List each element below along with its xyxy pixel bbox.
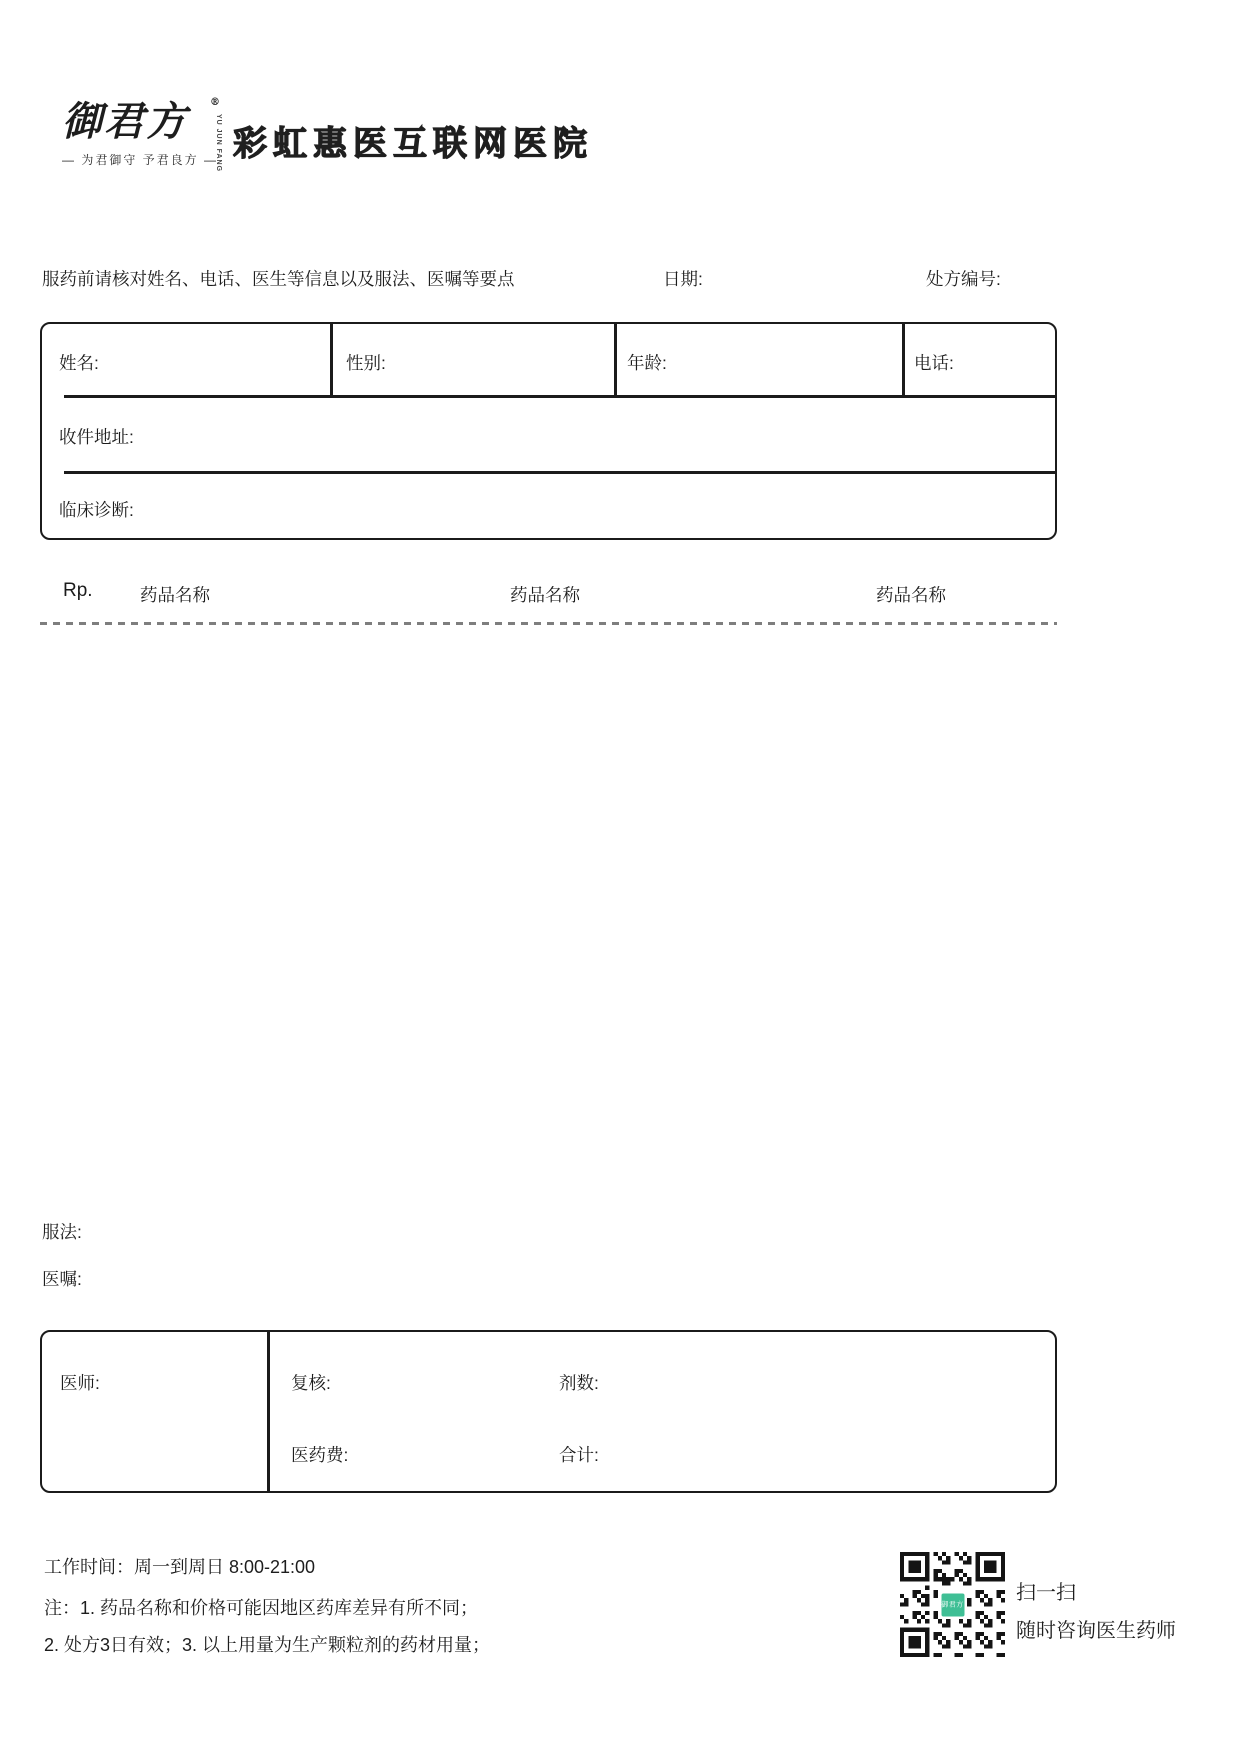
scan-subtitle: 随时咨询医生药师 [1016, 1620, 1176, 1642]
prescription-number-label: 处方编号: [926, 269, 1001, 289]
scan-title: 扫一扫 [1016, 1582, 1076, 1604]
brand-logo-text: 御君方 [62, 98, 188, 145]
dose-count-label: 剂数: [559, 1373, 599, 1393]
divider [267, 1332, 270, 1491]
shipping-address-label: 收件地址: [59, 427, 134, 447]
patient-age-label: 年龄: [627, 353, 667, 373]
medicine-fee-label: 医药费: [291, 1445, 349, 1465]
patient-info-box [40, 322, 1057, 540]
date-label: 日期: [663, 269, 703, 289]
usage-label: 服法: [42, 1222, 82, 1242]
rp-label: Rp. [63, 580, 93, 601]
review-label: 复核: [291, 1373, 331, 1393]
divider [614, 324, 617, 395]
divider [64, 471, 1055, 474]
qr-code [900, 1552, 1005, 1657]
working-hours: 工作时间：周一到周日 8:00-21:00 [44, 1557, 316, 1577]
qr-center-logo: 御君方 [939, 1591, 966, 1618]
patient-gender-label: 性别: [346, 353, 386, 373]
clinical-diagnosis-label: 临床诊断: [59, 500, 134, 520]
registered-trademark-icon: ® [210, 97, 222, 108]
physician-label: 医师: [60, 1373, 100, 1393]
patient-phone-label: 电话: [914, 353, 954, 373]
divider [330, 324, 333, 395]
note-line-1: 注：1. 药品名称和价格可能因地区药库差异有所不同； [44, 1598, 479, 1618]
total-label: 合计: [559, 1445, 599, 1465]
pre-use-notice: 服药前请核对姓名、电话、医生等信息以及服法、医嘱等要点 [42, 269, 515, 289]
patient-name-label: 姓名: [59, 353, 99, 373]
advice-label: 医嘱: [42, 1269, 82, 1289]
brand-logo [62, 97, 242, 173]
signoff-box [40, 1330, 1057, 1493]
brand-tagline: — 为君御守 予君良方 — [62, 153, 219, 167]
drug-list-divider [40, 622, 1057, 625]
brand-logo-romanization: YU JUN FANG [215, 114, 222, 173]
drug-name-column-header: 药品名称 [140, 585, 210, 605]
divider [902, 324, 905, 395]
drug-name-column-header: 药品名称 [876, 585, 946, 605]
hospital-name: 彩虹惠医互联网医院 [233, 125, 593, 163]
divider [64, 395, 1055, 398]
drug-name-column-header: 药品名称 [510, 585, 580, 605]
note-line-2: 2. 处方3日有效；3. 以上用量为生产颗粒剂的药材用量； [44, 1635, 491, 1655]
